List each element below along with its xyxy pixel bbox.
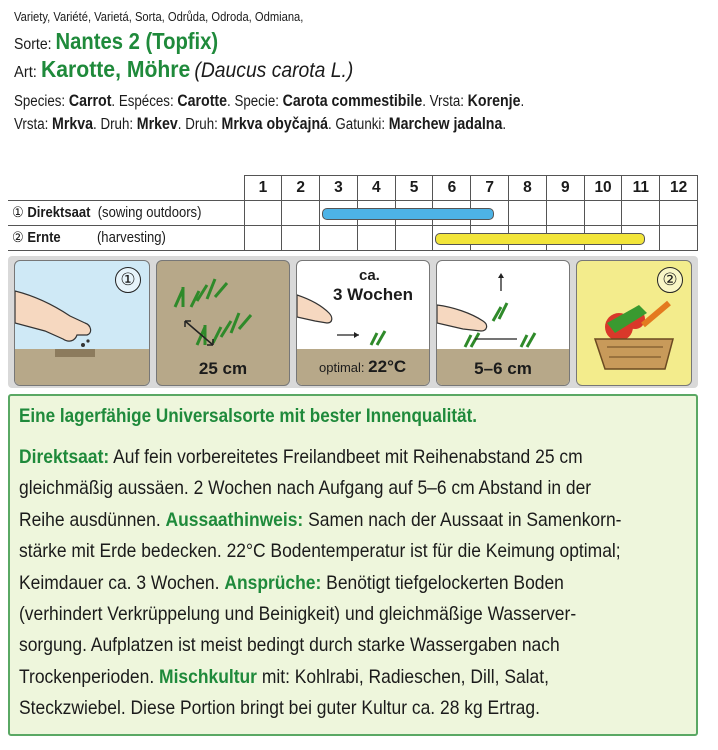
- panel-germination: [296, 260, 430, 386]
- description-keyword: Direktsaat:: [19, 446, 110, 468]
- calendar-corner: [8, 176, 244, 201]
- sorte-label: Sorte:: [14, 36, 52, 53]
- step-1-marker: ①: [115, 267, 141, 293]
- description-text: (verhindert Verkrüppelung und Beinigkeit) und gleichmäßige Wasserver-: [19, 603, 577, 626]
- species-value: Marchew jadalna: [388, 115, 503, 133]
- instruction-panels: [8, 256, 698, 388]
- description-body: [19, 442, 687, 725]
- art-latin-name: (Daucus carota L.): [194, 59, 354, 82]
- calendar-month-row: [8, 176, 698, 201]
- month-5: 5: [395, 176, 433, 201]
- variety-languages-text: Variety, Variété, Varietá, Sorta, Odrůda, Odroda, Odmiana,: [14, 9, 304, 24]
- optimal-temperature: [319, 357, 406, 377]
- species-label: Specie:: [234, 93, 283, 110]
- species-value: Korenje: [467, 92, 521, 110]
- thinning-caption: 5–6 cm: [474, 359, 532, 378]
- seed-packet-header: [14, 8, 714, 136]
- species-label: Espéces:: [118, 93, 178, 110]
- sowing-period-bar: [322, 208, 494, 220]
- species-value: Carrot: [68, 92, 112, 110]
- month-3: 3: [320, 176, 358, 201]
- species-value: Carota commestibile: [282, 92, 423, 110]
- description-keyword: Aussaathinweis:: [165, 508, 304, 531]
- month-8: 8: [509, 176, 547, 201]
- panel-sowing: [14, 260, 150, 386]
- month-9: 9: [546, 176, 584, 201]
- month-11: 11: [622, 176, 660, 201]
- description-headline: [19, 406, 528, 428]
- species-label: Druh:: [185, 116, 222, 133]
- species-label: Gatunki:: [335, 116, 389, 133]
- harvest-subtitle: (harvesting): [96, 230, 166, 246]
- description-line: [19, 536, 687, 567]
- step-2-marker: ②: [657, 267, 683, 293]
- headline-text: Eine lagerfähige Universalsorte mit bester Innenqualität.: [19, 406, 478, 427]
- panel-harvest: [576, 260, 692, 386]
- species-label: Vrsta:: [14, 116, 53, 133]
- variety-languages-line: [14, 8, 714, 26]
- optimal-value: 22°C: [368, 357, 407, 376]
- sowing-subtitle: (sowing outdoors): [97, 205, 202, 221]
- month-12: 12: [660, 176, 698, 201]
- optimal-label: optimal:: [319, 360, 365, 375]
- description-text: Auf fein vorbereitetes Freilandbeet mit Reihenabstand 25 cm: [109, 446, 583, 468]
- description-line: [19, 599, 687, 630]
- harvest-period-bar: [435, 233, 645, 245]
- description-text: stärke mit Erde bedecken. 22°C Bodentemperatur ist für die Keimung optimal;: [19, 540, 621, 563]
- sowing-calendar: [8, 175, 698, 255]
- month-7: 7: [471, 176, 509, 201]
- description-line: [19, 442, 687, 473]
- sowing-title: Direktsaat: [27, 205, 91, 221]
- species-line-1: Species: Carrot. Espéces: Carotte. Specie: Carota commestibile. Vrsta: Korenje.: [14, 92, 525, 110]
- row-spacing-caption: 25 cm: [198, 359, 248, 378]
- germination-weeks: 3 Wochen: [333, 285, 413, 304]
- description-line: [19, 630, 687, 661]
- month-6: 6: [433, 176, 471, 201]
- species-value: Carotte: [177, 92, 228, 110]
- species-value: Mrkva: [52, 115, 94, 133]
- species-label: Species:: [14, 93, 69, 110]
- species-value: Mrkva obyčajná: [221, 115, 329, 133]
- description-text: Steckzwiebel. Diese Portion bringt bei guter Kultur ca. 28 kg Ertrag.: [19, 697, 540, 720]
- panel-thinning: [436, 260, 570, 386]
- sorte-row: [14, 28, 714, 54]
- art-row: [14, 56, 714, 82]
- harvest-row-label: [8, 226, 244, 251]
- description-line: [19, 693, 687, 724]
- month-2: 2: [282, 176, 320, 201]
- description-box: [8, 394, 698, 736]
- description-text: Reihe ausdünnen.: [19, 508, 166, 531]
- sowing-row-label: [8, 201, 244, 226]
- description-text: Trockenperioden.: [19, 665, 160, 688]
- species-line-2: Vrsta: Mrkva. Druh: Mrkev. Druh: Mrkva obyčajná. Gatunki: Marchew jadalna.: [14, 115, 507, 133]
- description-line: [19, 662, 687, 693]
- description-line: [19, 505, 687, 536]
- description-text: Keimdauer ca. 3 Wochen.: [19, 571, 225, 594]
- description-line: [19, 473, 687, 504]
- sowing-marker: ①: [12, 205, 24, 221]
- description-text: sorgung. Aufplatzen ist meist bedingt durch starke Wassergaben nach: [19, 634, 560, 657]
- month-10: 10: [584, 176, 622, 201]
- art-label: Art:: [14, 64, 37, 81]
- species-label: Druh:: [100, 116, 137, 133]
- description-line: [19, 568, 687, 599]
- month-4: 4: [357, 176, 395, 201]
- panel-row-spacing: [156, 260, 290, 386]
- germination-ca: ca.: [359, 267, 380, 284]
- harvest-marker: ②: [12, 230, 24, 246]
- harvest-title: Ernte: [27, 230, 61, 246]
- sorte-value: Nantes 2 (Topfix): [55, 28, 219, 54]
- species-value: Mrkev: [136, 115, 178, 133]
- species-label: Vrsta:: [429, 93, 468, 110]
- description-text: gleichmäßig aussäen. 2 Wochen nach Aufgang auf 5–6 cm Abstand in der: [19, 477, 592, 500]
- description-text: Benötigt tiefgelockerten Boden: [321, 571, 564, 594]
- description-keyword: Ansprüche:: [224, 571, 322, 594]
- description-text: Samen nach der Aussaat in Samenkorn-: [303, 508, 622, 531]
- species-translations: [14, 90, 714, 136]
- month-1: 1: [244, 176, 282, 201]
- art-value: Karotte, Möhre: [40, 56, 191, 82]
- description-text: mit: Kohlrabi, Radieschen, Dill, Salat,: [256, 665, 549, 688]
- description-keyword: Mischkultur: [159, 665, 257, 688]
